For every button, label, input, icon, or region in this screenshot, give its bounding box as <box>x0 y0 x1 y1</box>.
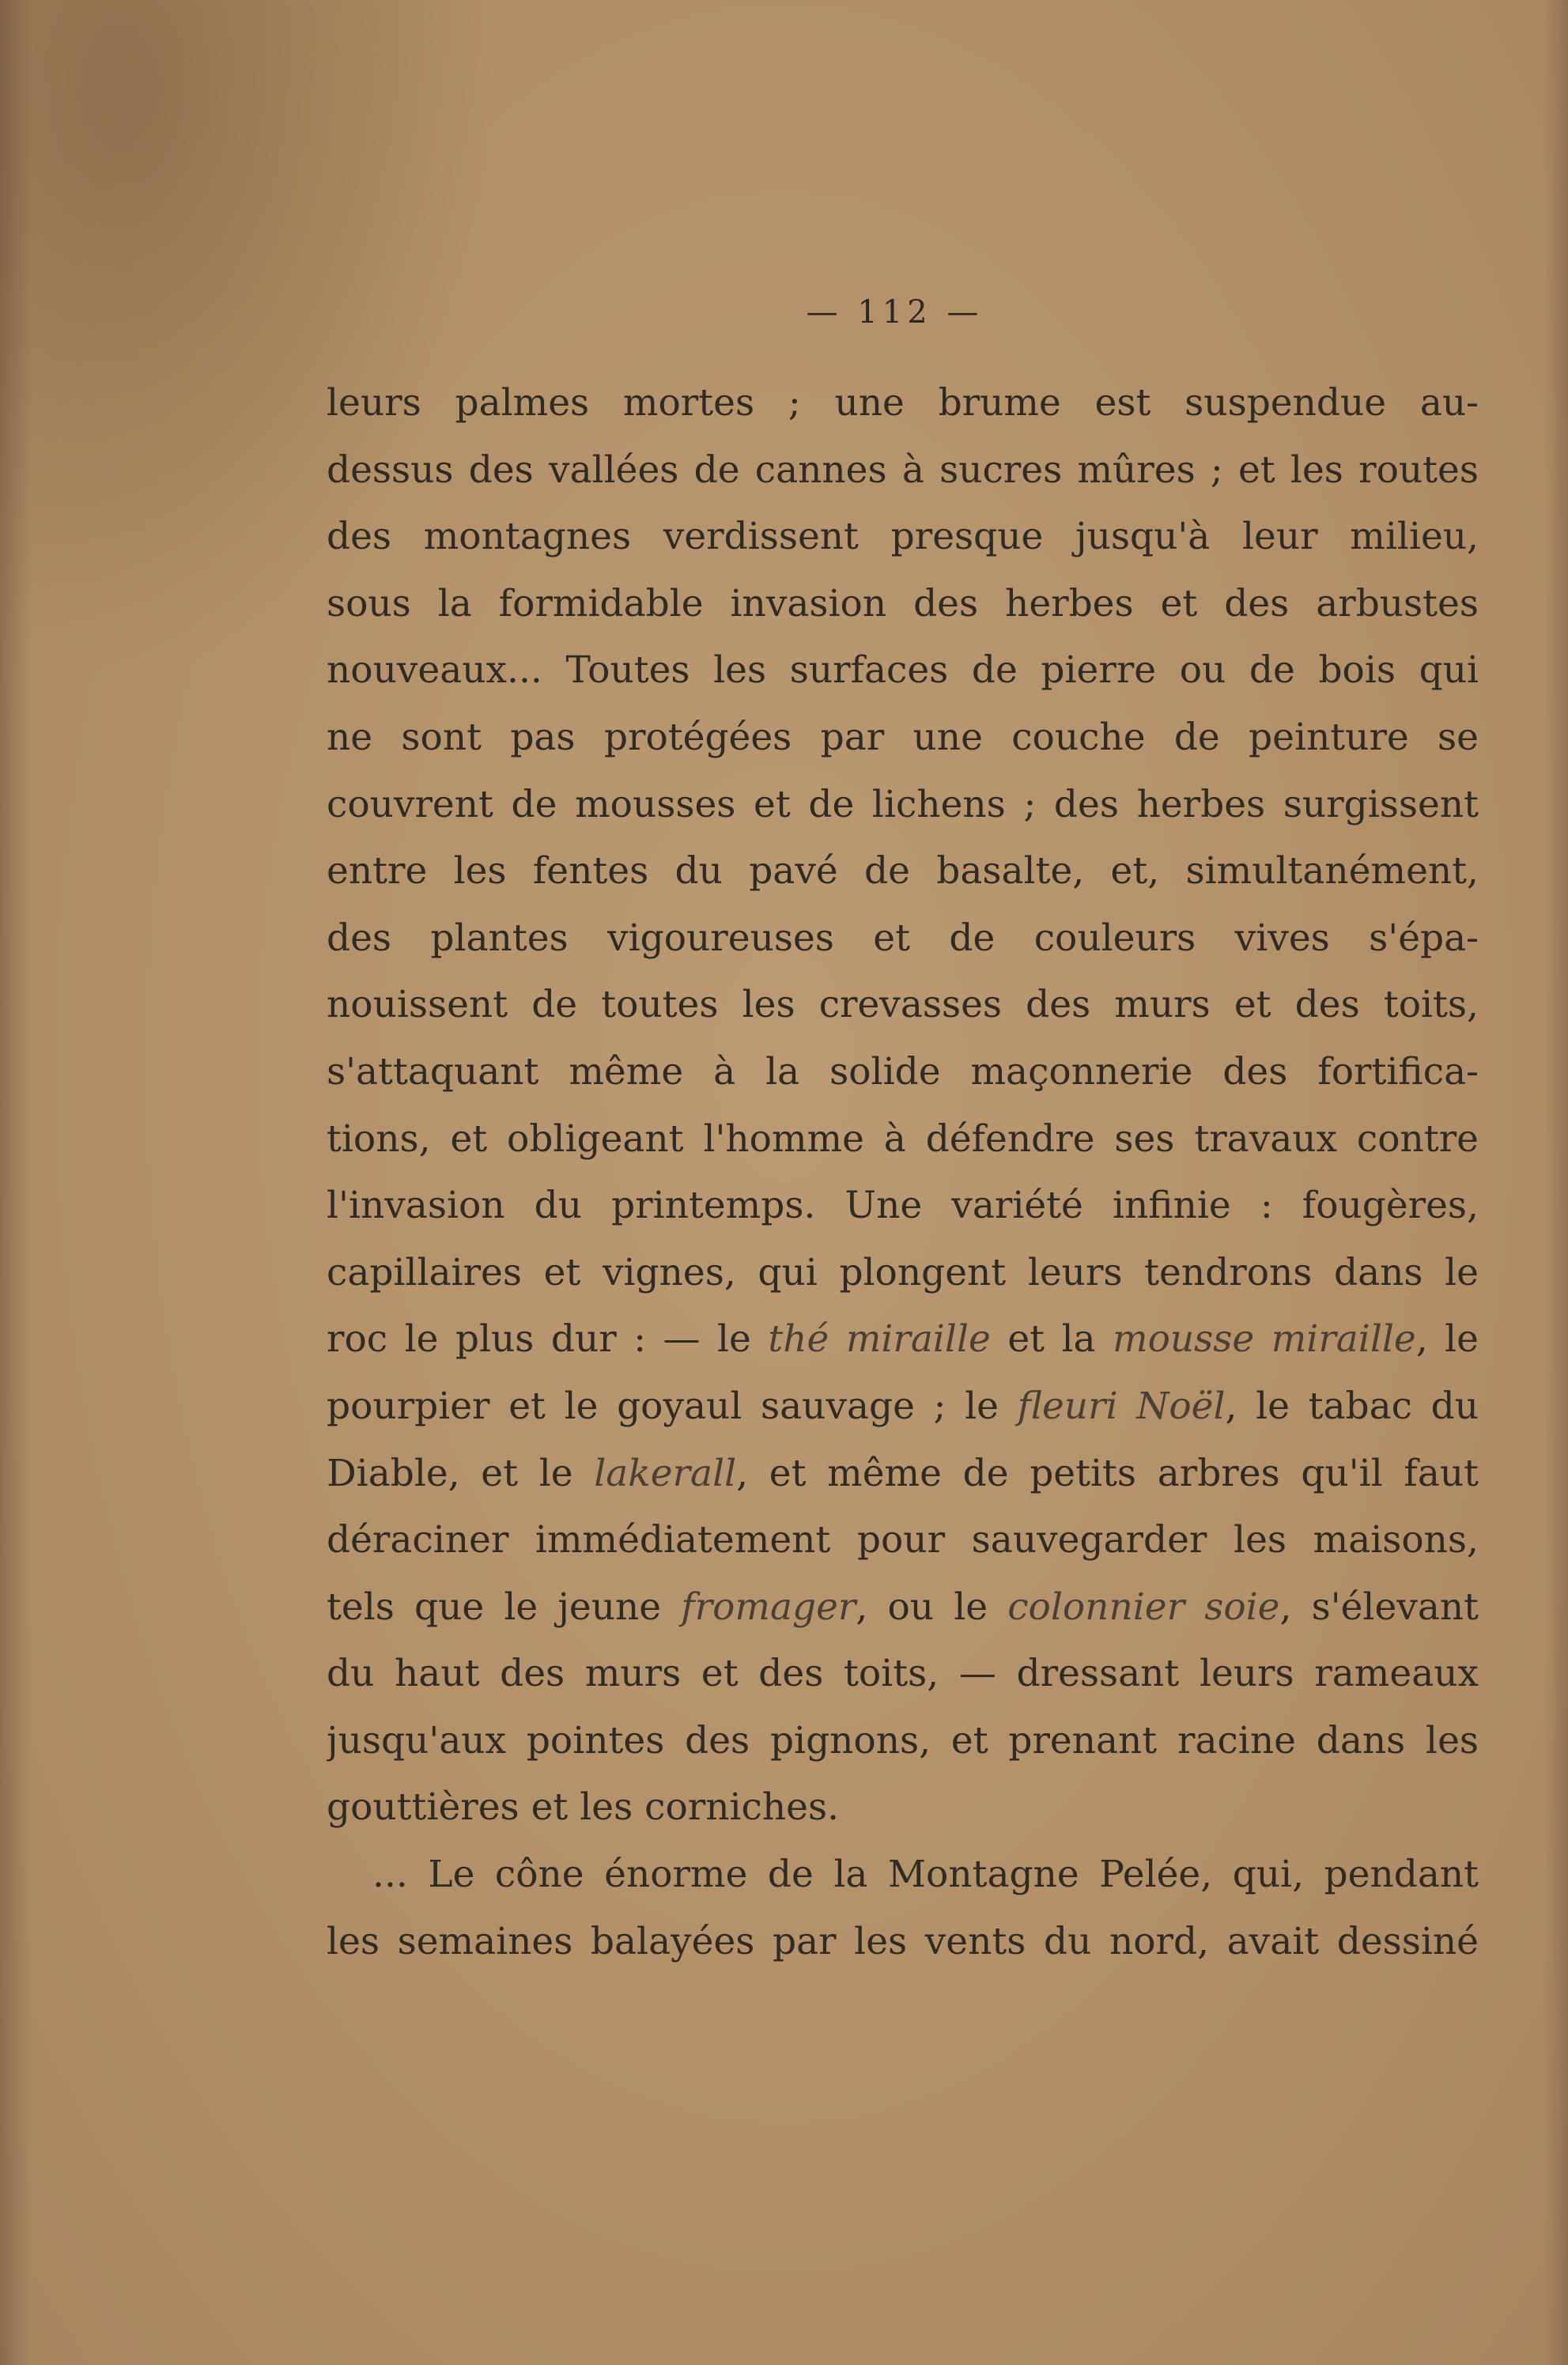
text-line: ... Le cône énorme de la Montagne Pelée, qui, pendant <box>372 1853 1479 1897</box>
text-line: couvrent de mousses et de lichens ; des herbes surgissent <box>327 782 1479 826</box>
text-line: des montagnes verdissent presque jusqu'à leur milieu, <box>327 515 1479 559</box>
text-line: ne sont pas protégées par une couche de peinture se <box>327 715 1479 759</box>
page-edge-shadow-left <box>0 0 32 2365</box>
text-line: l'invasion du printemps. Une variété infinie : fougères, <box>327 1184 1479 1228</box>
page-number: — 112 — <box>806 294 984 331</box>
text-line: Diable, et le lakerall, et même de petits arbres qu'il faut <box>327 1451 1479 1495</box>
page-edge-shadow-right <box>1544 0 1568 2365</box>
italic-term: thé miraille <box>768 1317 991 1362</box>
text-line: jusqu'aux pointes des pignons, et prenant racine dans les <box>327 1718 1479 1762</box>
text-line: déraciner immédiatement pour sauvegarder les maisons, <box>327 1518 1479 1562</box>
text-line: dessus des vallées de cannes à sucres mûres ; et les routes <box>327 448 1479 492</box>
text-line: tels que le jeune fromager, ou le colonnier soie, s'élevant <box>327 1585 1479 1629</box>
text-line: les semaines balayées par les vents du nord, avait dessiné <box>327 1919 1479 1963</box>
text-line: gouttières et les corniches. <box>327 1785 840 1830</box>
italic-term: fromager <box>681 1585 856 1629</box>
body-text <box>327 370 1479 1975</box>
text-line: sous la formidable invasion des herbes et des arbustes <box>327 581 1479 625</box>
text-line: nouissent de toutes les crevasses des murs et des toits, <box>327 983 1479 1027</box>
text-line: entre les fentes du pavé de basalte, et, simultanément, <box>327 849 1479 893</box>
text-line: tions, et obligeant l'homme à défendre ses travaux contre <box>327 1116 1479 1161</box>
italic-term: colonnier soie <box>1007 1585 1280 1629</box>
italic-term: lakerall <box>594 1451 737 1495</box>
text-line: leurs palmes mortes ; une brume est suspendue au- <box>327 381 1479 425</box>
italic-term: mousse miraille <box>1113 1317 1416 1362</box>
text-line: des plantes vigoureuses et de couleurs vives s'épa- <box>327 916 1479 960</box>
text-line: s'attaquant même à la solide maçonnerie des fortifica- <box>327 1049 1479 1094</box>
italic-term: fleuri Noël <box>1017 1384 1226 1428</box>
text-line: nouveaux... Toutes les surfaces de pierre ou de bois qui <box>327 648 1479 693</box>
text-line: pourpier et le goyaul sauvage ; le fleuri Noël, le tabac du <box>327 1384 1479 1428</box>
text-line: du haut des murs et des toits, — dressant leurs rameaux <box>327 1652 1479 1696</box>
text-line: capillaires et vignes, qui plongent leurs tendrons dans le <box>327 1250 1479 1294</box>
text-line: roc le plus dur : — le thé miraille et la mousse miraille, le <box>327 1317 1479 1362</box>
